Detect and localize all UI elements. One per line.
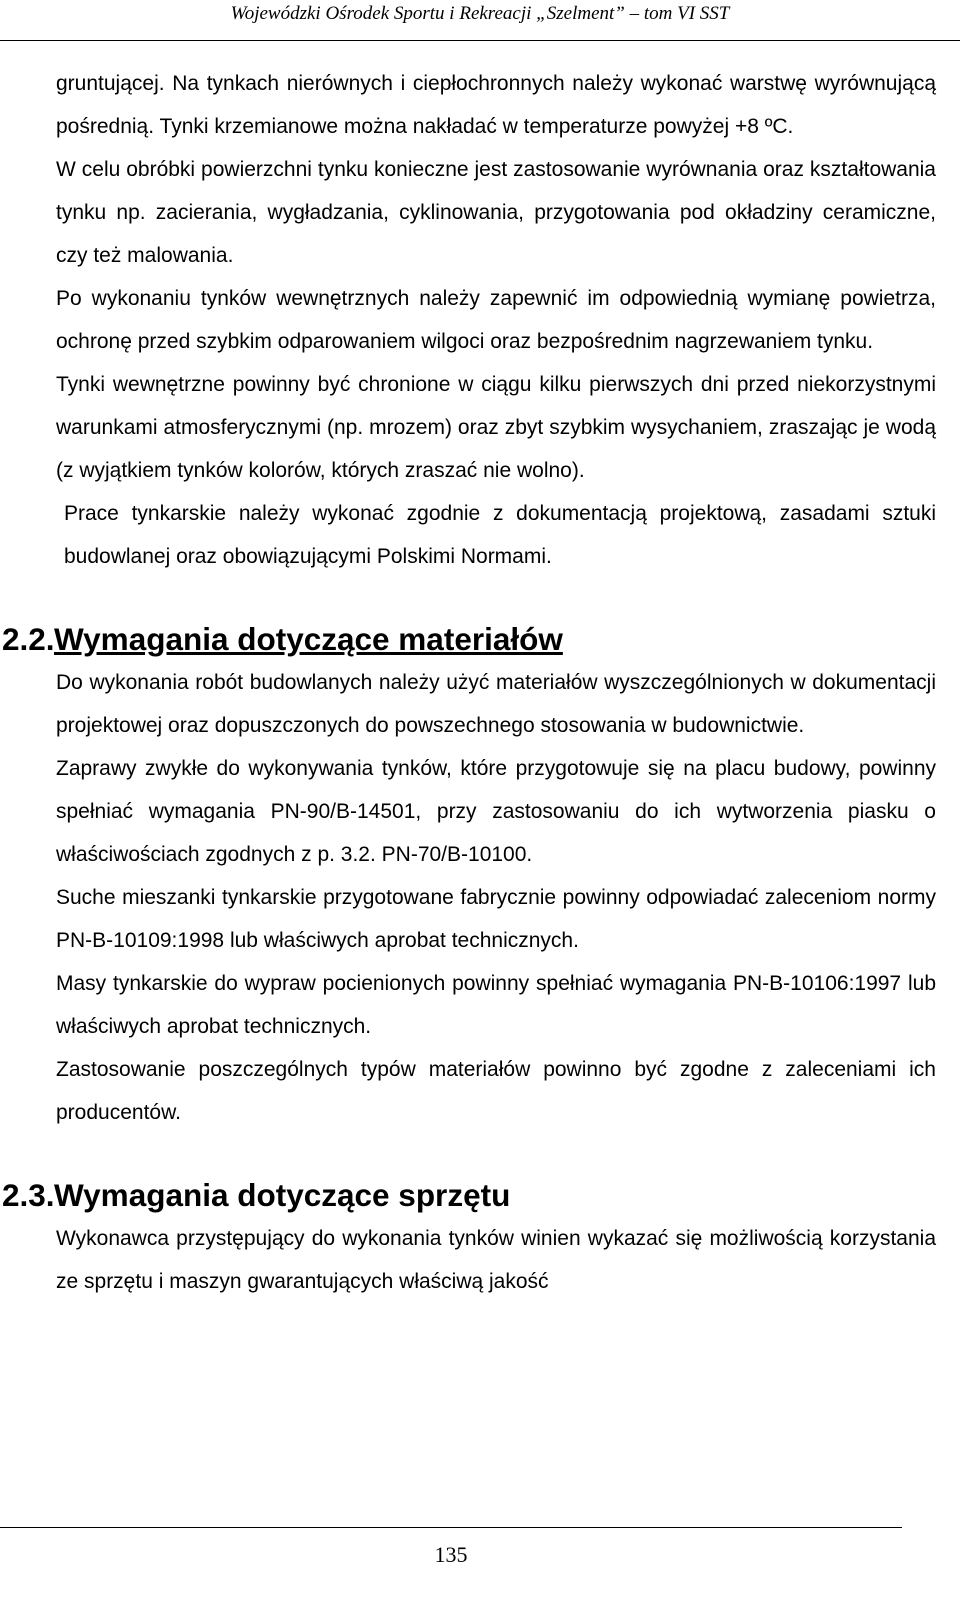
section-title: Wymagania dotyczące sprzętu [54,1177,511,1213]
paragraph: Suche mieszanki tynkarskie przygotowane fabrycznie powinny odpowiadać zaleceniom normy PN-B-10109:1998 lub właściwych aprobat technicznych. [56,886,936,952]
page-number: 135 [434,1542,468,1567]
section-number: 2.3. [2,1177,55,1213]
paragraph: Zastosowanie poszczególnych typów materiałów powinno być zgodne z zaleceniami ich producentów. [56,1058,936,1124]
section-number: 2.2. [2,621,55,657]
spacer [56,1134,936,1174]
paragraph: Prace tynkarskie należy wykonać zgodnie z dokumentacją projektową, zasadami sztuki budowlanej oraz obowiązującymi Polskimi Normami. [64,502,936,568]
paragraph: Masy tynkarskie do wypraw pocienionych powinny spełniać wymagania PN-B-10106:1997 lub właściwych aprobat technicznych. [56,972,936,1038]
section-title: Wymagania dotyczące materiałów [54,621,563,657]
paragraph: gruntującej. Na tynkach nierównych i ciepłochronnych należy wykonać warstwę wyrównującą pośrednią. Tynki krzemianowe można nakładać w temperaturze powyżej +8 ºC. [56,72,936,138]
document-body [2,62,936,1303]
footer-divider [0,1527,902,1528]
paragraph: Wykonawca przystępujący do wykonania tynków winien wykazać się możliwością korzystania ze sprzętu i maszyn gwarantujących właściwą jakość [56,1227,936,1293]
paragraph: Do wykonania robót budowlanych należy użyć materiałów wyszczególnionych w dokumentacji projektowej oraz dopuszczonych do powszechnego stosowania w budownictwie. [56,671,936,737]
paragraph: Po wykonaniu tynków wewnętrznych należy zapewnić im odpowiednią wymianę powietrza, ochronę przed szybkim odparowaniem wilgoci oraz bezpośrednim nagrzewaniem tynku. [56,287,936,353]
header-divider [0,40,960,41]
paragraph: Tynki wewnętrzne powinny być chronione w ciągu kilku pierwszych dni przed niekorzystnymi warunkami atmosferycznymi (np. mrozem) oraz zbyt szybkim wysychaniem, zraszając je wodą (z wyjątkiem tynków kolorów, których zraszać nie wolno). [56,373,936,482]
section-heading-2-3 [2,1174,936,1217]
paragraph: W celu obróbki powierzchni tynku konieczne jest zastosowanie wyrównania oraz kształtowania tynku np. zacierania, wygładzania, cyklinowania, przygotowania pod okładziny ceramiczne, czy też malowania. [56,158,936,267]
section-heading-2-2 [2,618,936,661]
paragraph: Zaprawy zwykłe do wykonywania tynków, które przygotowuje się na placu budowy, powinny spełniać wymagania PN-90/B-14501, przy zastosowaniu do ich wytworzenia piasku o właściwościach zgodnych z p. 3.2. PN-70/B-10100. [56,757,936,866]
spacer [56,578,936,618]
running-header: Wojewódzki Ośrodek Sportu i Rekreacji „Szelment” – tom VI SST [230,3,730,24]
